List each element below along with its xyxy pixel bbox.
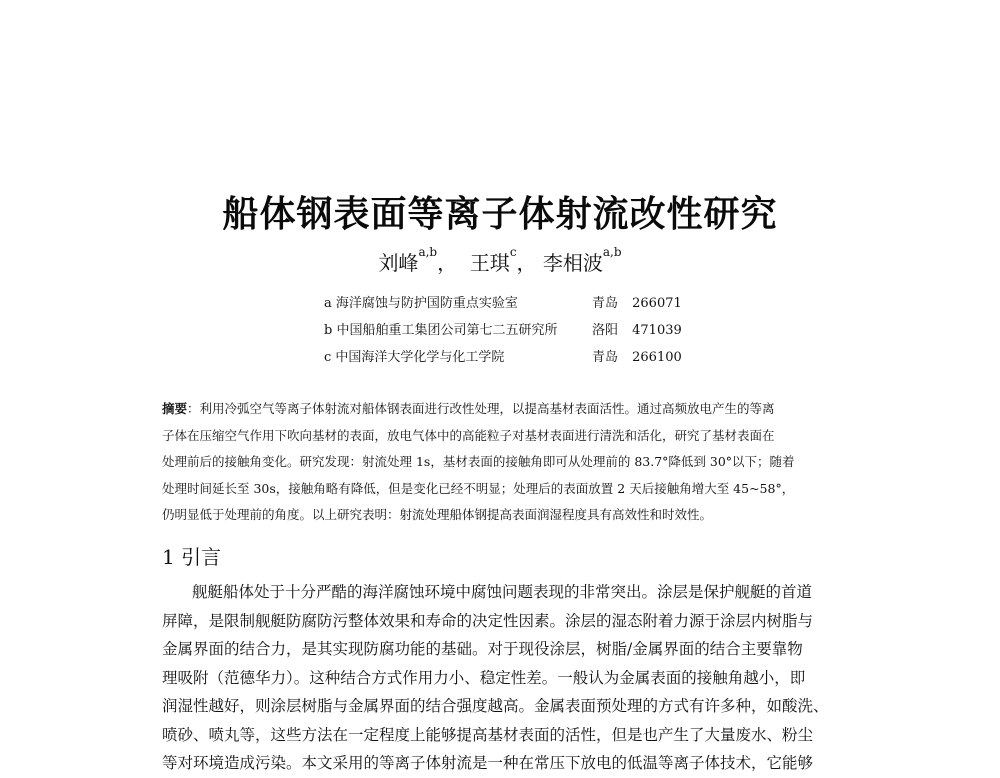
affiliation-postcode: 266071	[632, 296, 682, 311]
author-name: 李相波	[542, 251, 603, 275]
body-line: 喷砂、喷丸等，这些方法在一定程度上能够提高基材表面的活性，但是也产生了大量废水、粉尘	[162, 725, 814, 744]
abstract	[162, 396, 842, 529]
affiliation-row	[324, 292, 682, 311]
abstract-line	[162, 396, 842, 423]
body-line: 等对环境造成污染。本文采用的等离子体射流是一种在常压下放电的低温等离子体技术，它能够	[162, 754, 814, 772]
section-body	[162, 578, 842, 778]
affiliation-postcode: 266100	[632, 350, 682, 365]
author-affiliation-mark: a,b	[418, 245, 438, 259]
body-line: 屏障，是限制舰艇防腐防污整体效果和寿命的决定性因素。涂层的湿态附着力源于涂层内树脂与	[162, 611, 814, 630]
affiliation-row	[324, 319, 682, 338]
author-name: 王琪	[469, 251, 510, 275]
abstract-line: 处理前后的接触角变化。研究发现：射流处理 1s，基材表面的接触角即可从处理前的 83.7°降低到 30°以下；随着	[162, 454, 795, 469]
author-separator: ，	[437, 251, 458, 275]
affiliation-city: 青岛	[592, 350, 619, 365]
abstract-line: 子体在压缩空气作用下吹向基材的表面，放电气体中的高能粒子对基材表面进行清洗和活化，研究了基材表面在	[162, 427, 775, 443]
abstract-line: 仍明显低于处理前的角度。以上研究表明：射流处理船体钢提高表面润湿程度具有高效性和时效性。	[162, 507, 713, 522]
author-name: 刘峰	[378, 251, 419, 275]
abstract-line: 处理时间延长至 30s，接触角略有降低，但是变化已经不明显；处理后的表面放置 2 天后接触角增大至 45~58°，	[162, 480, 795, 496]
affiliation-postcode: 471039	[632, 323, 682, 338]
abstract-label: 摘要	[162, 401, 188, 416]
author-list	[0, 247, 1000, 276]
affiliation-name: b 中国船舶重工集团公司第七二五研究所	[324, 323, 558, 338]
affiliation-row	[324, 346, 682, 365]
affiliation-city: 青岛	[592, 296, 619, 311]
body-line: 润湿性越好，则涂层树脂与金属界面的结合强度越高。金属表面预处理的方式有许多种，如酸洗、	[162, 697, 829, 715]
author-affiliation-mark: a,b	[602, 245, 622, 259]
paper-title: 船体钢表面等离子体射流改性研究	[222, 194, 778, 235]
author-separator: ，	[516, 251, 537, 275]
affiliation-name: a 海洋腐蚀与防护国防重点实验室	[324, 296, 518, 311]
affiliation-city: 洛阳	[592, 323, 619, 338]
body-line: 金属界面的结合力，是其实现防腐功能的基础。对于现役涂层，树脂/金属界面的结合主要靠物	[162, 640, 803, 658]
affiliation-name: c 中国海洋大学化学与化工学院	[324, 350, 505, 365]
body-line: 舰艇船体处于十分严酷的海洋腐蚀环境中腐蚀问题表现的非常突出。涂层是保护舰艇的首道	[192, 583, 813, 601]
abstract-text: ：利用冷弧空气等离子体射流对船体钢表面进行改性处理，以提高基材表面活性。通过高频放电产生的等离	[187, 401, 775, 416]
author-affiliation-mark: c	[509, 245, 517, 259]
body-line: 理吸附（范德华力）。这种结合方式作用力小、稳定性差。一般认为金属表面的接触角越小，即	[162, 668, 806, 687]
section-heading: 1 引言	[162, 545, 222, 569]
